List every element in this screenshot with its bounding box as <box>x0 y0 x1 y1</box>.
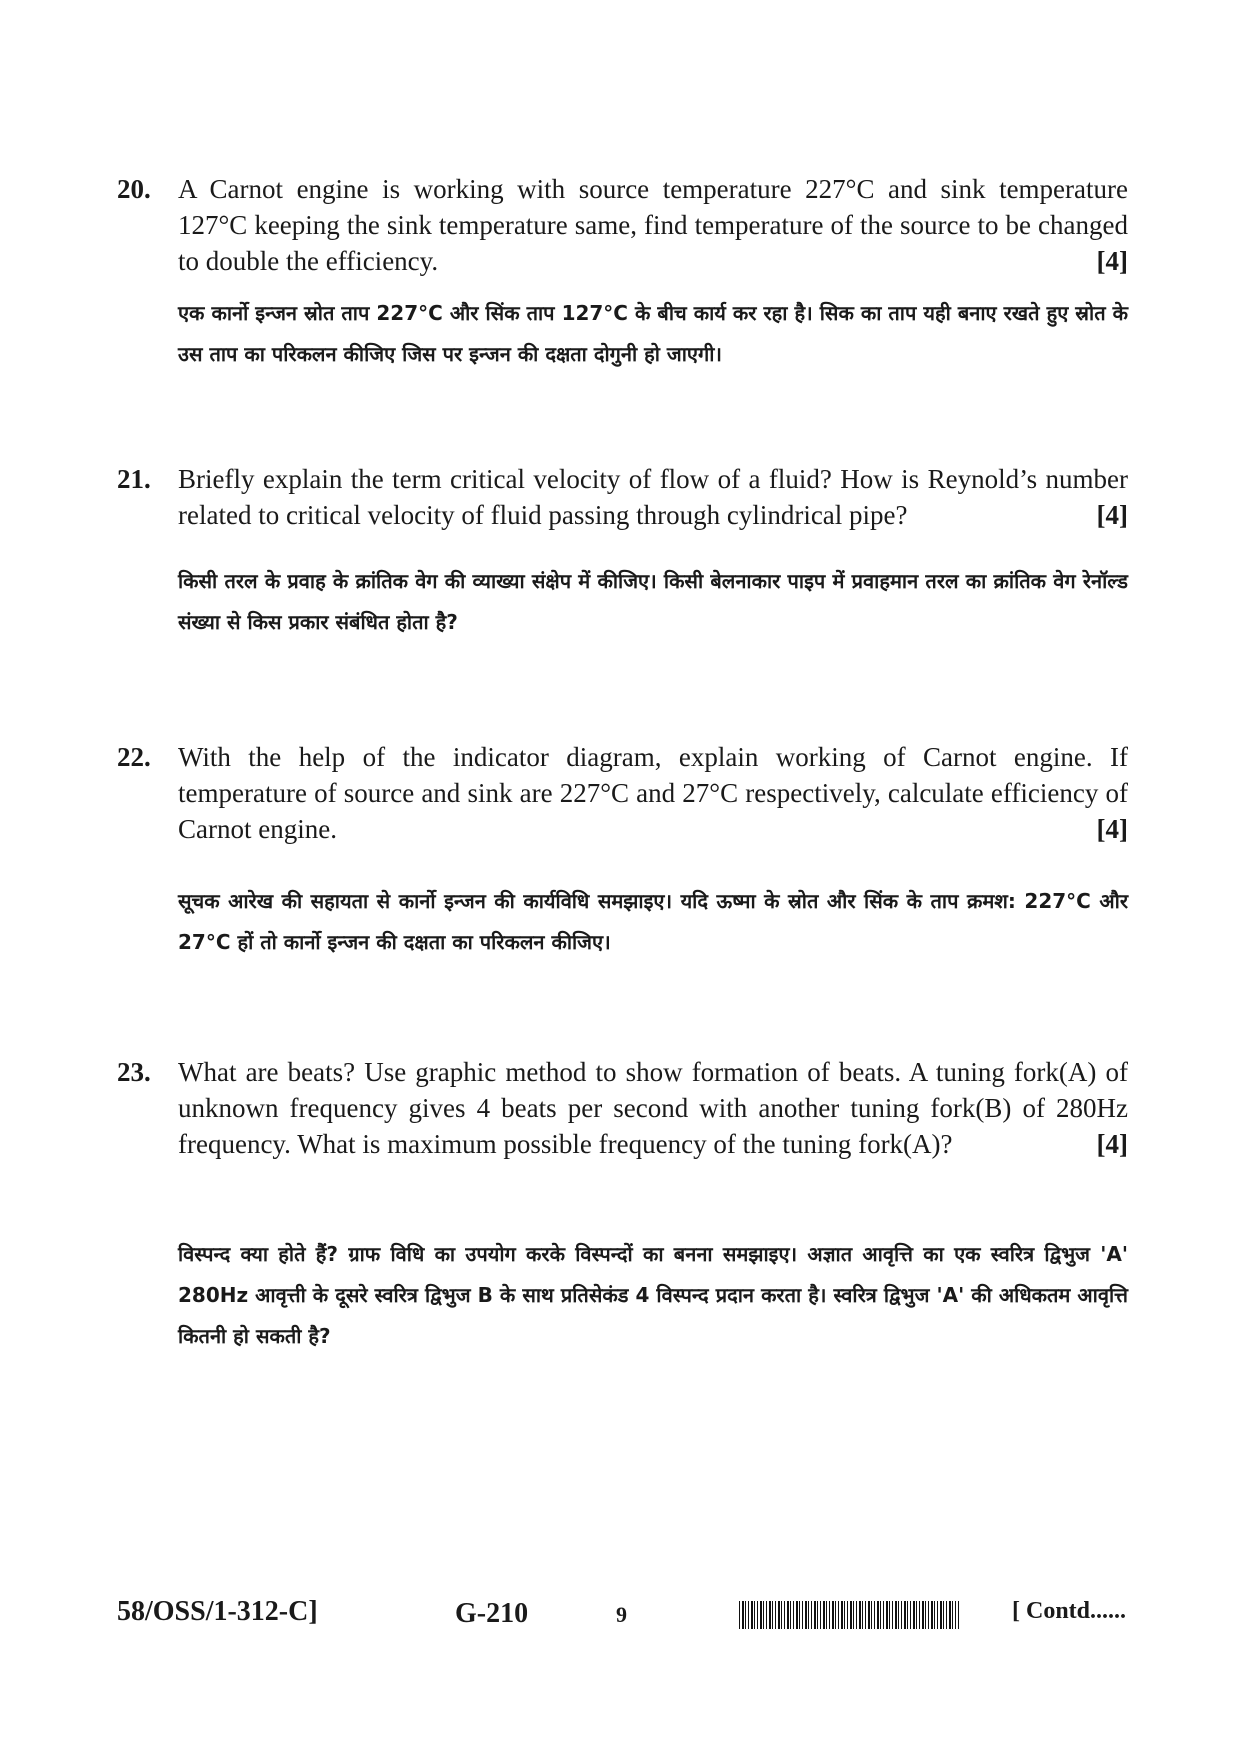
question-text-hindi <box>178 293 1128 375</box>
question-hindi: विस्पन्द क्या होते हैं? ग्राफ विधि का उपयोग करके विस्पन्दों का बनना समझाइए। अज्ञात आवृत्ति का एक स्वरित्र द्विभुज 'A' 280Hz आवृत्ती के दूसरे स्वरित्र द्विभुज B के साथ प्रतिसेकंड 4 विस्पन्द प्रदान करता है। स्वरित्र द्विभुज 'A' की अधिकतम आवृत्ति कितनी हो सकती है? <box>178 1242 1128 1348</box>
question-english: A Carnot engine is working with source temperature 227°C and sink temperature 127°C keeping the sink temperature same, find temperature of the source to be changed to double the efficiency. <box>178 174 1128 276</box>
question-hindi: एक कार्नो इन्जन स्रोत ताप 227°C और सिंक ताप 127°C के बीच कार्य कर रहा है। सिक का ताप यही बनाए रखते हुए स्रोत के उस ताप का परिकलन कीजिए जिस पर इन्जन की दक्षता दोगुनी हो जाएगी। <box>178 301 1128 366</box>
question-marks: [4] <box>1096 246 1128 276</box>
question-english: Briefly explain the term critical velocity of flow of a fluid? How is Reynold’s number related to critical velocity of fluid passing through cylindrical pipe? <box>178 464 1128 530</box>
question-text-english <box>178 461 1128 533</box>
question-hindi: सूचक आरेख की सहायता से कार्नो इन्जन की कार्यविधि समझाइए। यदि ऊष्मा के स्रोत और सिंक के ताप क्रमश: 227°C और 27°C हों तो कार्नो इन्जन की दक्षता का परिकलन कीजिए। <box>178 889 1128 954</box>
paper-code: 58/OSS/1-312-C] <box>117 1596 318 1627</box>
question-english: With the help of the indicator diagram, explain working of Carnot engine. If temperature of source and sink are 227°C and 27°C respectively, calculate efficiency of Carnot engine. <box>178 742 1128 844</box>
page-number: 9 <box>616 1602 627 1627</box>
series-code: G-210 <box>455 1598 529 1629</box>
question-text-hindi <box>178 1234 1128 1357</box>
question-text-english <box>178 171 1128 279</box>
question-text-english <box>178 739 1128 847</box>
question-text-english <box>178 1054 1128 1162</box>
continued-label: [ Contd...... <box>1012 1598 1127 1624</box>
question-marks: [4] <box>1096 1129 1128 1159</box>
question-text-hindi <box>178 561 1128 643</box>
barcode-icon <box>739 1601 959 1629</box>
question-marks: [4] <box>1096 500 1128 530</box>
question-hindi: किसी तरल के प्रवाह के क्रांतिक वेग की व्याख्या संक्षेप में कीजिए। किसी बेलनाकार पाइप में प्रवाहमान तरल का क्रांतिक वेग रेनॉल्ड संख्या से किस प्रकार संबंधित होता है? <box>178 569 1128 634</box>
question-number: 22. <box>117 742 151 772</box>
question-number: 20. <box>117 174 151 204</box>
question-english: What are beats? Use graphic method to show formation of beats. A tuning fork(A) of unknown frequency gives 4 beats per second with another tuning fork(B) of 280Hz frequency. What is maximum possible frequency of the tuning fork(A)? <box>178 1057 1128 1159</box>
question-text-hindi <box>178 881 1128 963</box>
question-number: 23. <box>117 1057 151 1087</box>
question-number: 21. <box>117 464 151 494</box>
page-footer <box>0 1596 1241 1636</box>
question-marks: [4] <box>1096 814 1128 844</box>
